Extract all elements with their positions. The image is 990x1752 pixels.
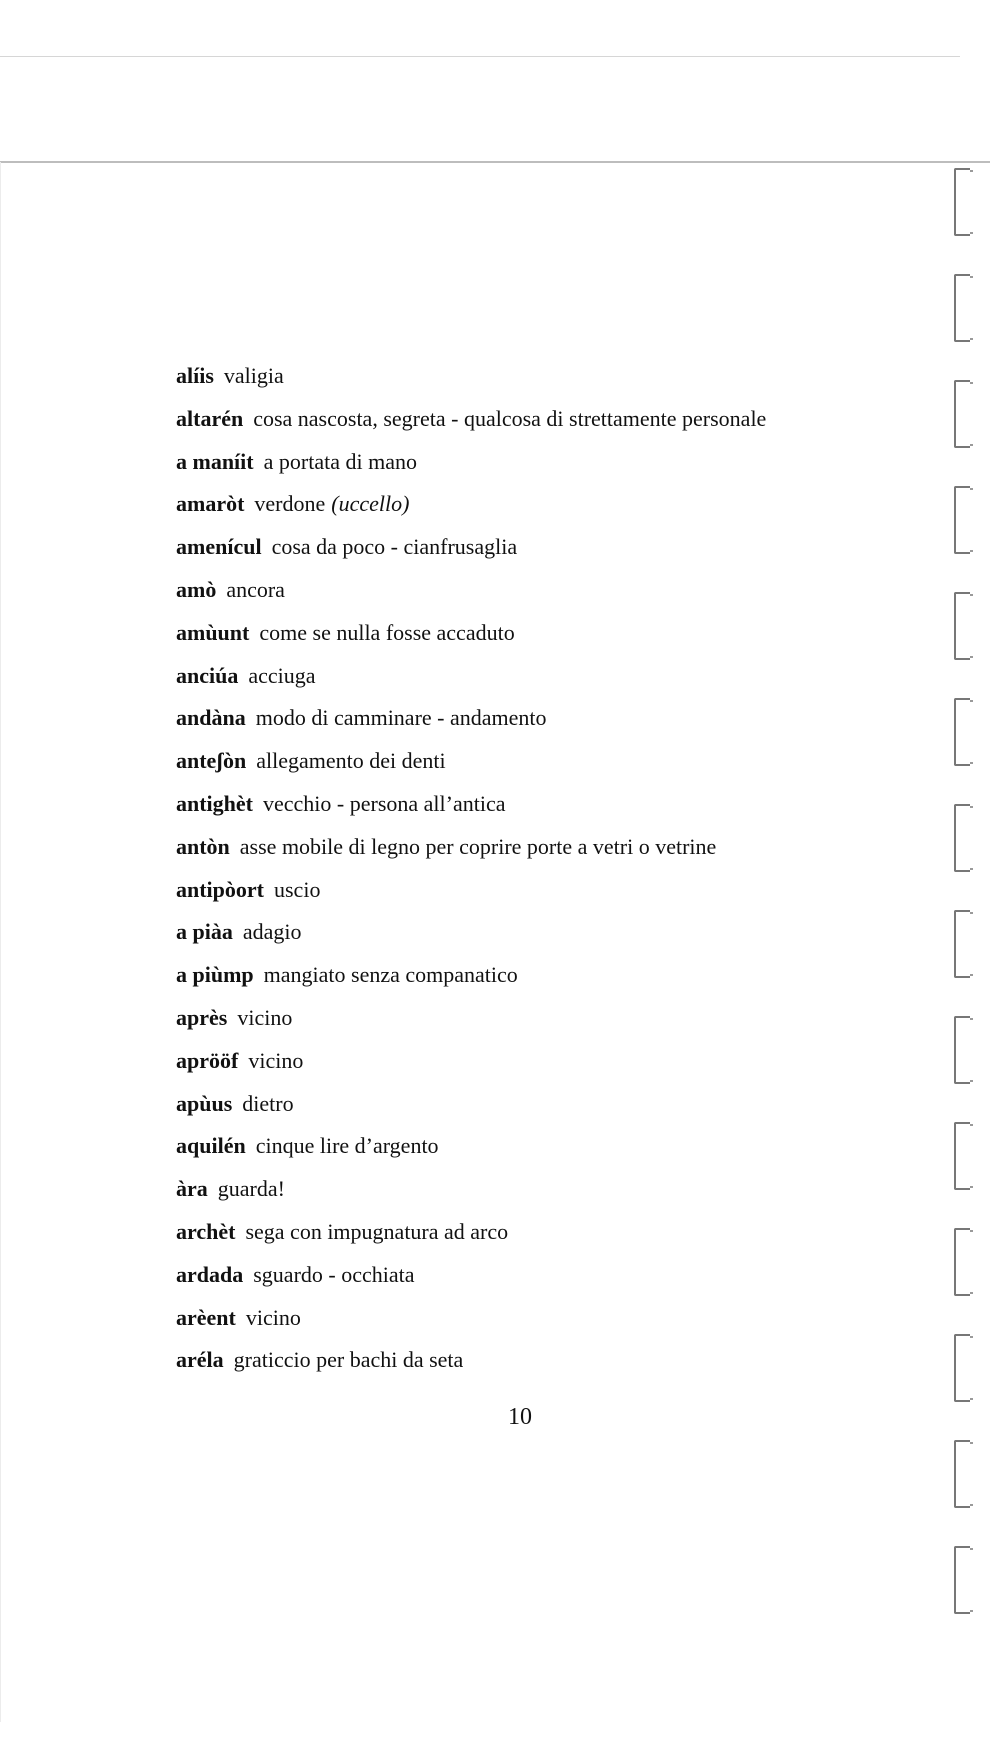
scan-edge-line [0, 56, 960, 57]
binding-ring [954, 910, 970, 978]
entry-definition: vicino [248, 1047, 304, 1073]
entry-term: alíis [176, 363, 214, 388]
entry-term: après [176, 1004, 228, 1030]
entry-term: antipòort [176, 876, 264, 902]
entry-definition: graticcio per bachi da seta [233, 1347, 464, 1373]
entry-term: a maníit [176, 448, 254, 474]
entry-term: aréla [176, 1347, 224, 1373]
glossary-list [176, 361, 896, 1388]
entry-definition: sguardo - occhiata [253, 1261, 415, 1287]
entry-term: altarén [176, 405, 244, 431]
entry-definition: valigia [223, 363, 284, 388]
entry-definition: cinque lire d’argento [255, 1133, 439, 1159]
glossary-entry [176, 661, 896, 704]
entry-term: amò [176, 576, 217, 602]
entry-term: amenícul [176, 534, 262, 560]
entry-definition: acciuga [248, 662, 316, 688]
binding-ring [954, 1122, 970, 1190]
entry-term: a piùmp [176, 962, 254, 988]
glossary-entry [176, 1046, 896, 1089]
entry-definition: modo di camminare - andamento [255, 705, 547, 731]
entry-definition: asse mobile di legno per coprire porte a vetri o vetrine [239, 833, 717, 859]
glossary-entry [176, 1217, 896, 1260]
entry-definition: adagio [242, 919, 302, 945]
entry-term: àra [176, 1176, 208, 1202]
binding-ring [954, 486, 970, 554]
binding-ring [954, 1546, 970, 1614]
glossary-entry [176, 489, 896, 532]
entry-term: aprööf [176, 1047, 239, 1073]
entry-term: aquilén [176, 1133, 246, 1159]
binding-ring [954, 1228, 970, 1296]
binding-ring [954, 804, 970, 872]
entry-definition: mangiato senza companatico [263, 962, 518, 988]
glossary-entry [176, 532, 896, 575]
entry-term: anteʃòn [176, 748, 247, 774]
binding-ring [954, 1016, 970, 1084]
binding-ring [954, 592, 970, 660]
entry-definition: dietro [242, 1090, 294, 1116]
glossary-entry [176, 917, 896, 960]
binding-ring [954, 698, 970, 766]
entry-term: andàna [176, 705, 246, 731]
entry-term: amùunt [176, 619, 250, 645]
page-top-edge [0, 161, 990, 163]
glossary-entry [176, 361, 896, 404]
glossary-entry [176, 960, 896, 1003]
entry-term: antòn [176, 833, 230, 859]
glossary-entry [176, 1131, 896, 1174]
spiral-binding [946, 160, 990, 1720]
binding-ring [954, 274, 970, 342]
glossary-entry [176, 1089, 896, 1132]
glossary-entry [176, 1345, 896, 1388]
glossary-entry [176, 575, 896, 618]
entry-term: anciúa [176, 662, 239, 688]
glossary-entry [176, 832, 896, 875]
entry-note: (uccello) [331, 491, 410, 517]
entry-term: ardada [176, 1261, 244, 1287]
binding-ring [954, 168, 970, 236]
entry-definition: a portata di mano [263, 448, 417, 474]
entry-definition: cosa da poco - cianfrusaglia [271, 534, 518, 560]
glossary-entry [176, 703, 896, 746]
glossary-entry [176, 875, 896, 918]
entry-term: archèt [176, 1218, 236, 1244]
binding-ring [954, 1440, 970, 1508]
entry-definition: vicino [245, 1304, 301, 1330]
glossary-entry [176, 618, 896, 661]
entry-definition: uscio [274, 876, 321, 902]
glossary-entry [176, 1003, 896, 1046]
entry-definition: vicino [237, 1004, 293, 1030]
entry-definition: guarda! [217, 1176, 285, 1202]
entry-definition: come se nulla fosse accaduto [259, 619, 515, 645]
glossary-entry [176, 404, 896, 447]
page-number: 10 [508, 1404, 532, 1430]
page-left-edge [0, 162, 1, 1722]
binding-ring [954, 1334, 970, 1402]
entry-definition: cosa nascosta, segreta - qualcosa di strettamente personale [253, 405, 767, 431]
entry-definition: ancora [226, 576, 285, 602]
glossary-entry [176, 789, 896, 832]
entry-term: amaròt [176, 491, 245, 517]
glossary-entry [176, 447, 896, 490]
entry-definition: allegamento dei denti [256, 748, 446, 774]
glossary-entry [176, 1303, 896, 1346]
entry-definition: verdone [254, 491, 326, 517]
entry-term: apùus [176, 1090, 233, 1116]
entry-definition: vecchio - persona all’antica [263, 790, 506, 816]
entry-definition: sega con impugnatura ad arco [245, 1218, 509, 1244]
glossary-entry [176, 1174, 896, 1217]
entry-term: arèent [176, 1304, 236, 1330]
glossary-entry [176, 746, 896, 789]
binding-ring [954, 380, 970, 448]
glossary-entry [176, 1260, 896, 1303]
entry-term: antighèt [176, 790, 253, 816]
entry-term: a piàa [176, 919, 233, 945]
